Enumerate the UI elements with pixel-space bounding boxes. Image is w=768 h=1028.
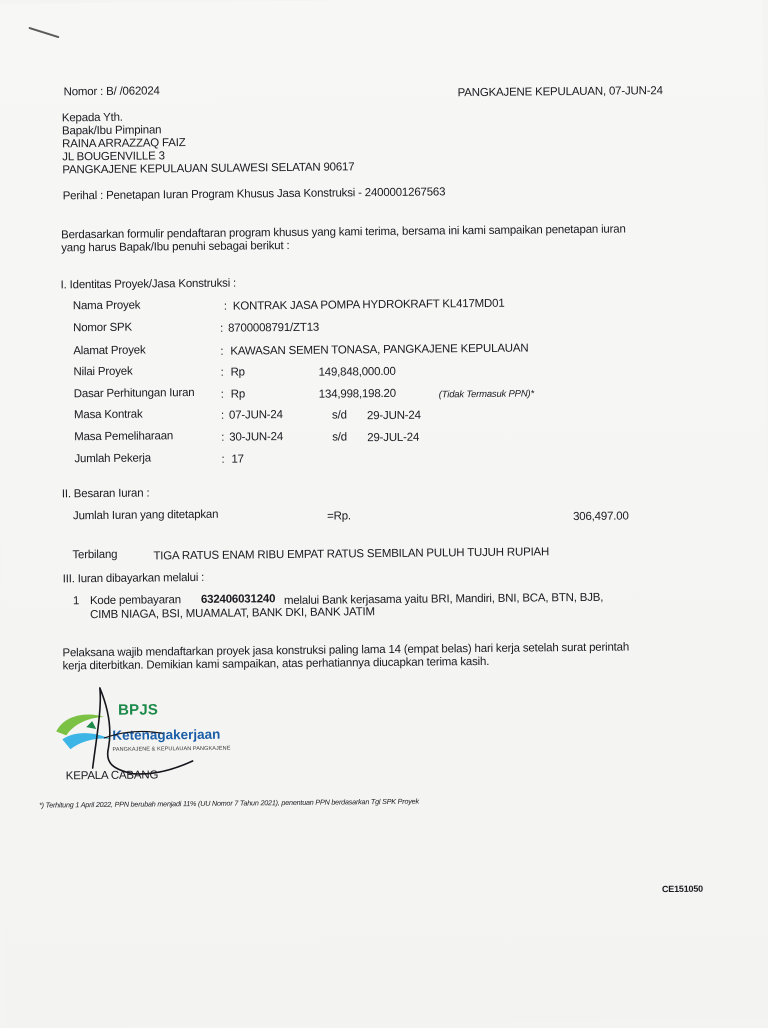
recipient-street: JL BOUGENVILLE 3 xyxy=(62,150,165,164)
row-label-dasar-perhitungan: Dasar Perhitungan Iuran xyxy=(73,386,195,401)
row-colon: : xyxy=(220,409,225,422)
row-label-masa-kontrak: Masa Kontrak xyxy=(73,408,143,422)
row-value-pemeliharaan-start: 30-JUN-24 xyxy=(229,431,284,444)
row-colon: : xyxy=(223,300,227,313)
row-label-alamat-proyek: Alamat Proyek xyxy=(73,344,146,358)
kode-label: Kode pembayaran xyxy=(89,594,181,608)
intro-line-2: yang harus Bapak/Ibu penuhi sebagai berikut : xyxy=(61,239,290,255)
row-colon: : xyxy=(220,366,224,379)
row-label-masa-pemeliharaan: Masa Pemeliharaan xyxy=(74,430,174,444)
row-label-nilai-proyek: Nilai Proyek xyxy=(73,365,133,379)
ppn-note: (Tidak Termasuk PPN)* xyxy=(438,388,534,401)
logo-name-text: Ketenagakerjaan xyxy=(112,726,221,743)
row-value-kontrak-start: 07-JUN-24 xyxy=(228,409,283,422)
section-pembayaran-title: III. Iuran dibayarkan melalui : xyxy=(62,571,205,586)
recipient-salutation: Kepada Yth. xyxy=(61,111,123,125)
row-sd: s/d xyxy=(332,431,348,444)
bpjs-logo xyxy=(52,681,263,773)
closing-line-1: Pelaksana wajib mendaftarkan proyek jasa konstruksi paling lama 14 (empat belas) hari kerja setelah surat perintah xyxy=(62,641,630,660)
letter-number: Nomor : B/ /062024 xyxy=(63,85,160,99)
row-value-jumlah-pekerja: 17 xyxy=(231,453,244,466)
closing-line-2: kerja diterbitkan. Demikian kami sampaikan, atas perhatiannya diucapkan terima kasih. xyxy=(62,655,490,673)
banks-line-1: melalui Bank kerjasama yaitu BRI, Mandiri, BNI, BCA, BTN, BJB, xyxy=(283,591,604,608)
row-value-nomor-spk: 8700008791/ZT13 xyxy=(228,321,320,335)
terbilang-value: TIGA RATUS ENAM RIBU EMPAT RATUS SEMBILAN PULUH TUJUH RUPIAH xyxy=(153,546,550,563)
document-code: CE151050 xyxy=(661,883,703,895)
subject-line: Perihal : Penetapan Iuran Program Khusus Jasa Konstruksi - 2400001267563 xyxy=(62,186,446,203)
row-currency: Rp xyxy=(230,388,246,401)
signatory-title: KEPALA CABANG xyxy=(65,769,159,783)
row-amount-dasar-perhitungan: 134,998,198.20 xyxy=(318,387,396,401)
iuran-label: Jumlah Iuran yang ditetapkan xyxy=(72,508,219,523)
row-amount-nilai-proyek: 149,848,000.00 xyxy=(318,365,396,379)
row-value-alamat-proyek: KAWASAN SEMEN TONASA, PANGKAJENE KEPULAUAN xyxy=(230,342,529,358)
place-date: PANGKAJENE KEPULAUAN, 07-JUN-24 xyxy=(457,85,663,100)
row-label-jumlah-pekerja: Jumlah Pekerja xyxy=(74,452,151,466)
payment-item-number: 1 xyxy=(72,595,80,608)
intro-line-1: Berdasarkan formulir pendaftaran program khusus yang kami terima, bersama ini kami sampaikan penetapan iuran xyxy=(61,223,626,242)
kode-value: 632406031240 xyxy=(200,593,276,606)
row-colon: : xyxy=(221,431,225,444)
section-besaran-title: II. Besaran Iuran : xyxy=(61,487,150,501)
banks-line-2: CIMB NIAGA, BSI, MUAMALAT, BANK DKI, BANK JATIM xyxy=(90,606,375,622)
row-value-nama-proyek: KONTRAK JASA POMPA HYDROKRAFT KL417MD01 xyxy=(232,297,505,313)
logo-sub-text: PANGKAJENE & KEPULAUAN PANGKAJENE xyxy=(112,745,231,753)
logo-brand-text: BPJS xyxy=(117,701,159,719)
iuran-amount: 306,497.00 xyxy=(573,510,629,524)
iuran-currency: =Rp. xyxy=(326,510,351,523)
recipient-city: PANGKAJENE KEPULAUAN SULAWESI SELATAN 90617 xyxy=(62,161,355,177)
row-label-nomor-spk: Nomor SPK xyxy=(72,321,133,335)
row-currency: Rp xyxy=(230,366,245,379)
footnote: *) Terhitung 1 April 2022, PPN berubah menjadi 11% (UU Nomor 7 Tahun 2021), penentuan PPN berdasarkan Tgl SPK Proyek xyxy=(39,796,419,810)
section-identitas-title: I. Identitas Proyek/Jasa Konstruksi : xyxy=(60,277,237,292)
row-value-pemeliharaan-end: 29-JUL-24 xyxy=(367,431,420,445)
row-colon: : xyxy=(220,388,224,401)
row-sd: s/d xyxy=(331,409,347,422)
row-value-kontrak-end: 29-JUN-24 xyxy=(366,409,421,423)
row-label-nama-proyek: Nama Proyek xyxy=(72,299,141,313)
row-colon: : xyxy=(220,322,224,335)
pen-mark xyxy=(28,27,59,38)
terbilang-label: Terbilang xyxy=(72,548,118,562)
row-colon: : xyxy=(221,453,225,466)
recipient-name: RAINA ARRAZZAQ FAIZ xyxy=(62,137,186,151)
recipient-title: Bapak/Ibu Pimpinan xyxy=(61,124,162,138)
row-colon: : xyxy=(220,345,224,358)
